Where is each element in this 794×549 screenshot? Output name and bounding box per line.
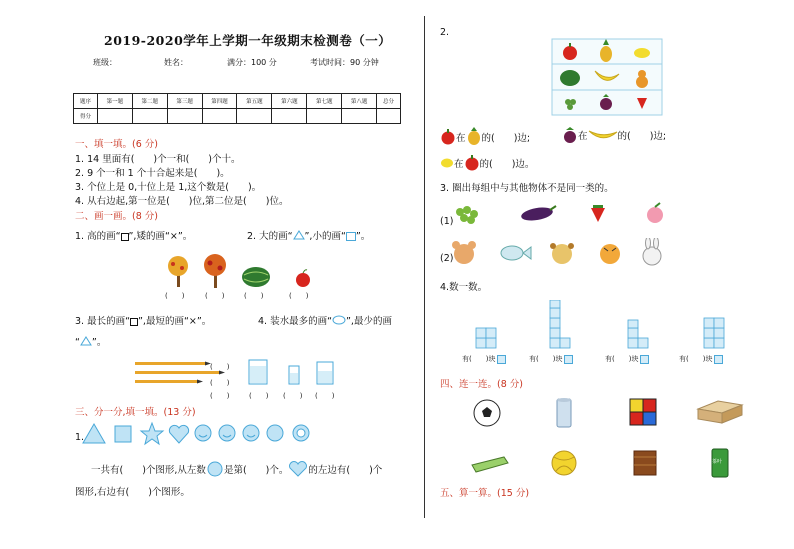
circle-symbol xyxy=(332,315,346,325)
soccer-ball-icon xyxy=(474,400,500,426)
score-header-cell: 第一题 xyxy=(97,94,132,109)
s1-question-2: 2. 9 个一和 1 个十合起来是( )。 xyxy=(75,168,230,179)
q3-group-1 xyxy=(452,200,672,230)
score-header-cell: 第八题 xyxy=(342,94,377,109)
section3-title: 三、分一分,填一填。(13 分) xyxy=(75,407,196,418)
cube-icon xyxy=(497,355,506,364)
class-label: 班级： xyxy=(93,58,117,67)
answer-paren[interactable]: ( ) xyxy=(165,292,185,300)
mangosteen-icon xyxy=(562,127,578,143)
s3-line-2: 图形,右边有( )个图形。 xyxy=(75,487,190,498)
r-q2-line-2 xyxy=(440,155,534,171)
eggplant-icon xyxy=(520,205,556,222)
q3-group-2-label: (2) xyxy=(440,253,454,264)
lemon-icon xyxy=(634,48,650,58)
score-cell[interactable] xyxy=(342,109,377,124)
tea-can-label: 茶叶 xyxy=(712,459,723,465)
tiger-icon xyxy=(600,244,620,264)
count-answer-text[interactable]: 有( )块 xyxy=(679,355,713,363)
cube-icon xyxy=(564,355,573,364)
full-score: 满分：100 分 xyxy=(227,58,277,67)
score-header-cell: 第七题 xyxy=(307,94,342,109)
rubiks-cube-icon xyxy=(630,399,656,425)
s2-q2-text-b: ”,小的画“ xyxy=(304,231,346,242)
apple-icon xyxy=(440,129,456,145)
can-icon xyxy=(557,398,571,427)
glass-icon xyxy=(289,366,299,384)
count-answer xyxy=(529,354,573,364)
score-cell[interactable] xyxy=(237,109,272,124)
q3-group-2 xyxy=(452,238,677,268)
score-header-cell: 题序 xyxy=(74,94,98,109)
score-header-cell: 第三题 xyxy=(167,94,202,109)
grapes-icon xyxy=(456,206,478,224)
score-cell[interactable] xyxy=(307,109,342,124)
s3-line1-text-a: 一共有( )个图形,从左数 xyxy=(91,465,206,476)
score-cell[interactable] xyxy=(132,109,167,124)
section1-title: 一、填一填。(6 分) xyxy=(75,139,158,150)
answer-paren[interactable]: ( ) xyxy=(210,379,230,387)
cube-stack-d xyxy=(704,318,724,348)
answer-paren[interactable]: ( ) xyxy=(210,363,230,371)
score-header-cell: 第二题 xyxy=(132,94,167,109)
pencil-icon xyxy=(135,380,203,384)
score-cell[interactable] xyxy=(202,109,237,124)
count-answer xyxy=(605,354,649,364)
square-symbol xyxy=(346,232,356,241)
stapler-icon xyxy=(472,457,508,472)
s3-question-1: 1. xyxy=(75,432,85,443)
count-answer xyxy=(462,354,506,364)
triangle-shape xyxy=(83,424,105,443)
lemon-icon xyxy=(440,157,454,169)
short-tree-icon xyxy=(168,256,188,287)
objects-row-1 xyxy=(470,395,750,431)
objects-row-2 xyxy=(470,445,750,481)
q2-l2-text-a: 在 xyxy=(454,159,464,170)
answer-paren[interactable]: ( ) xyxy=(315,392,335,400)
pineapple-icon xyxy=(466,127,482,145)
cube-stack-c xyxy=(628,320,648,348)
circle-shape xyxy=(267,425,283,441)
answer-paren[interactable]: ( ) xyxy=(249,392,269,400)
s2-q3-text-b: ”,最短的画“×”。 xyxy=(138,316,212,327)
ring-shape xyxy=(293,425,309,441)
banana-icon xyxy=(588,128,618,142)
wood-block-icon xyxy=(634,451,656,475)
s2-q1-text-a: 1. 高的画“ xyxy=(75,231,121,242)
s1-question-4: 4. 从右边起,第一位是( )位,第二位是( )位。 xyxy=(75,196,289,207)
volleyball-icon xyxy=(552,451,576,475)
shapes-row xyxy=(82,421,342,447)
s2-q2-text-a: 2. 大的画“ xyxy=(247,231,293,242)
r-q2-line-1b xyxy=(562,127,666,143)
s2-question-1 xyxy=(75,228,192,242)
answer-paren[interactable]: ( ) xyxy=(244,292,264,300)
answer-paren[interactable]: ( ) xyxy=(210,392,230,400)
star-shape xyxy=(141,423,163,444)
exam-title: 2019-2020学年上学期一年级期末检测卷（一） xyxy=(104,33,392,48)
s2-q3-text-a: 3. 最长的画“ xyxy=(75,316,131,327)
answer-paren[interactable]: ( ) xyxy=(283,392,303,400)
triangle-symbol xyxy=(293,230,305,240)
cube-stack-a xyxy=(476,328,496,348)
s2-q2-text-c: ”。 xyxy=(355,231,371,242)
r-question-2: 2. xyxy=(440,27,450,38)
s2-q4-text-d: ”。 xyxy=(91,337,107,348)
square-symbol xyxy=(130,318,138,326)
fish-icon xyxy=(501,246,531,260)
q2-l1-text-b: 的( )边; xyxy=(481,133,531,144)
section2-title: 二、画一画。(8 分) xyxy=(75,211,158,222)
watermelon-icon xyxy=(560,70,580,86)
r-q2-line-1 xyxy=(440,127,530,145)
q3-group-1-label: (1) xyxy=(440,216,454,227)
score-table xyxy=(73,93,401,124)
section4-title: 四、连一连。(8 分) xyxy=(440,379,523,390)
score-header-cell: 总分 xyxy=(377,94,401,109)
score-cell[interactable] xyxy=(97,109,132,124)
strawberry-icon xyxy=(591,205,605,222)
beakers-illustration xyxy=(245,358,340,388)
q2-l1-text-c: 在 xyxy=(578,131,588,142)
s3-line1-text-b: 是第( )个。 xyxy=(223,465,289,476)
s2-question-3 xyxy=(75,313,211,327)
s2-q1-text-b: ”,矮的画“×”。 xyxy=(128,231,193,242)
count-answer-text[interactable]: 有( )块 xyxy=(605,355,639,363)
heart-shape xyxy=(288,461,308,477)
cow-icon xyxy=(550,243,574,264)
square-symbol xyxy=(121,233,129,241)
score-cell[interactable] xyxy=(167,109,202,124)
score-cell[interactable] xyxy=(377,109,401,124)
s2-q4-text-a: 4. 装水最多的画“ xyxy=(258,316,333,327)
s2-question-4-cont xyxy=(75,334,106,348)
score-header-cell: 第六题 xyxy=(272,94,307,109)
r-question-3: 3. 圈出每组中与其他物体不是同一类的。 xyxy=(440,183,614,194)
s3-line1-text-c: 的左边有( )个 xyxy=(308,465,383,476)
count-answer-text[interactable]: 有( )块 xyxy=(529,355,563,363)
r-question-4: 4.数一数。 xyxy=(440,282,488,293)
watermelon-icon xyxy=(242,267,270,287)
mouse-icon xyxy=(452,241,476,264)
cube-icon xyxy=(640,355,649,364)
count-answer xyxy=(679,354,723,364)
exam-time: 考试时间：90 分钟 xyxy=(310,58,379,67)
q2-l1-text-d: 的( )边; xyxy=(617,131,667,142)
tall-tree-icon xyxy=(204,254,226,288)
smiley-shape xyxy=(195,425,211,441)
apple-icon xyxy=(464,155,480,171)
cube-icon xyxy=(714,355,723,364)
smiley-shape xyxy=(243,425,259,441)
s3-line-1 xyxy=(91,461,382,477)
heart-shape xyxy=(169,425,188,443)
s2-question-4 xyxy=(258,313,392,327)
cube-stacks xyxy=(472,300,732,352)
triangle-symbol xyxy=(80,336,92,346)
circle-shape xyxy=(206,461,224,477)
beaker-icon xyxy=(317,362,333,384)
fruit-grid xyxy=(551,38,663,116)
pencil-icon xyxy=(135,362,211,366)
count-answer-text[interactable]: 有( )块 xyxy=(462,355,496,363)
s1-question-3: 3. 个位上是 0,十位上是 1,这个数是( )。 xyxy=(75,182,262,193)
section5-title: 五、算一算。(15 分) xyxy=(440,488,530,499)
score-header-cell: 第四题 xyxy=(202,94,237,109)
square-shape xyxy=(115,426,131,442)
peach-icon xyxy=(647,203,663,223)
cube-stack-b xyxy=(550,300,570,348)
s2-q4-text-b: ”,最少的画 xyxy=(346,316,392,327)
apple-icon xyxy=(296,270,310,287)
s2-q4-text-c: “ xyxy=(75,337,80,348)
smiley-shape xyxy=(219,425,235,441)
box-icon xyxy=(698,401,742,423)
rabbit-icon xyxy=(643,238,661,265)
answer-paren[interactable]: ( ) xyxy=(205,292,225,300)
trees-fruits-illustration xyxy=(165,253,325,289)
score-cell[interactable] xyxy=(272,109,307,124)
score-row-label: 得分 xyxy=(74,109,98,124)
s1-question-1: 1. 14 里面有( )个一和( )个十。 xyxy=(75,154,241,165)
beaker-icon xyxy=(249,360,267,384)
column-divider xyxy=(424,16,425,518)
q2-l2-text-b: 的( )边。 xyxy=(479,159,535,170)
q2-l1-text-a: 在 xyxy=(456,133,466,144)
s2-question-2 xyxy=(247,228,370,242)
answer-paren[interactable]: ( ) xyxy=(289,292,309,300)
name-label: 姓名： xyxy=(164,58,188,67)
score-header-cell: 第五题 xyxy=(237,94,272,109)
